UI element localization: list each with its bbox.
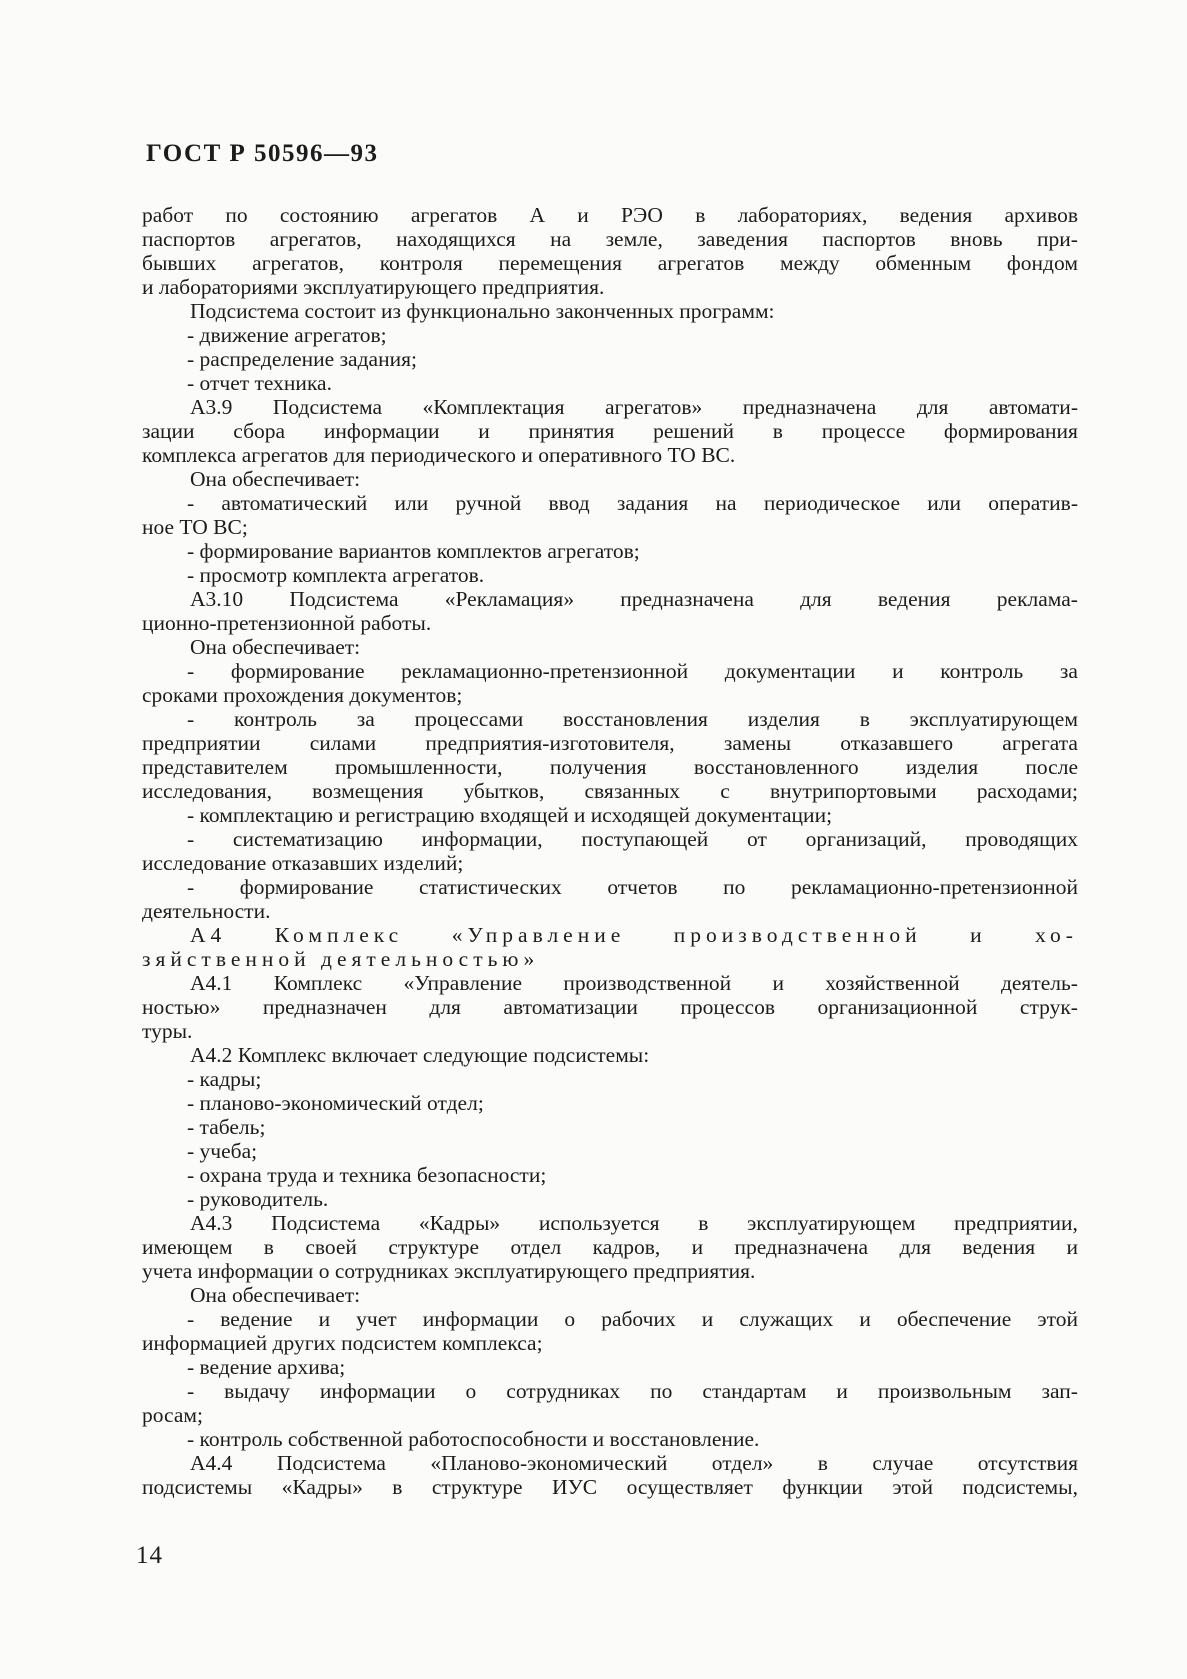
word: - [187,875,195,899]
word: подсистемы, [962,1475,1078,1499]
word: отказавшего [840,731,954,755]
text-line: - планово-экономический отдел; [187,1091,484,1115]
text-line [142,707,1078,731]
word: Подсистема [272,395,383,419]
word: структуре [388,1235,480,1259]
word: в [698,1211,709,1235]
word: отчетов [607,875,678,899]
text-line [142,875,1078,899]
text-line: - руководитель. [187,1187,329,1211]
word: документации [724,659,856,683]
word: А4.4 [190,1451,233,1475]
word: получения [549,755,647,779]
word: имеющем [142,1235,233,1259]
text-line: исследование отказавших изделий; [142,851,464,875]
word: и [970,923,987,947]
word: предназначена [620,587,754,611]
word: расходами; [976,779,1078,803]
word: зации [142,419,195,443]
word: - [187,491,195,515]
text-line: Она обеспечивает: [190,467,361,491]
word: по [723,875,746,899]
word: служащих [739,1307,834,1331]
word: ведения [962,1235,1036,1259]
word: процессе [821,419,906,443]
word: предприятии [142,731,261,755]
word: осуществляет [626,1475,753,1499]
word: за [356,707,375,731]
word: автоматический [221,491,368,515]
word: внутрипортовыми [769,779,937,803]
word: процессов [680,995,775,1019]
document-header: ГОСТ Р 50596—93 [146,140,379,167]
word: бывших [142,251,217,275]
word: - [187,659,195,683]
word: ведение [220,1307,293,1331]
word: и [859,1307,871,1331]
word: кадров, [592,1235,661,1259]
word: производственной [563,971,732,995]
word: в [263,1235,274,1259]
word: заведения [697,227,788,251]
word: при- [1037,227,1078,251]
text-line [142,827,1078,851]
word: убытков, [463,779,545,803]
word: земле, [605,227,663,251]
word: автоматизации [503,995,638,1019]
word: А4.1 [190,971,233,995]
word: Подсистема [289,587,399,611]
word: по [650,1379,673,1403]
word: систематизацию [232,827,383,851]
word: статистических [419,875,562,899]
word: между [779,251,840,275]
word: формирование [239,875,374,899]
text-line: - просмотр комплекта агрегатов. [187,563,485,587]
word: вновь [950,227,1003,251]
word: на [550,227,572,251]
word: агрегата [1002,731,1078,755]
word: формирование [230,659,365,683]
text-line: учета информации о сотрудниках эксплуатирующего предприятия. [142,1259,756,1283]
word: агрегатов [657,251,745,275]
word: контроль [233,707,317,731]
text-line [142,731,1078,755]
text-line: - табель; [187,1115,266,1139]
word: находящихся [396,227,516,251]
word: - [187,1307,195,1331]
word: своей [305,1235,357,1259]
text-line: ное ТО ВС; [142,515,248,539]
word: восстановления [563,707,708,731]
word: зап- [1041,1379,1078,1403]
word: предприятии, [954,1211,1078,1235]
word: А4 [190,923,227,947]
word: и [577,203,589,227]
word: производственной [673,923,922,947]
word: перемещения [498,251,623,275]
word: функции [782,1475,863,1499]
word: - [187,1379,195,1403]
word: в [859,707,870,731]
text-line: - кадры; [187,1067,262,1091]
word: используется [538,1211,660,1235]
word: агрегатов» [605,395,703,419]
word: стандартам [702,1379,807,1403]
word: для [429,995,461,1019]
word: в [695,203,706,227]
word: контроль [940,659,1024,683]
word: эксплуатирующем [909,707,1078,731]
word: и [691,1235,704,1259]
word: агрегатов [410,203,498,227]
body-text [142,203,1078,1499]
word: промышленности, [334,755,503,779]
text-line: - контроль собственной работоспособности и восстановление. [187,1427,760,1451]
word: структуре [431,1475,523,1499]
text-line: Она обеспечивает: [190,1283,361,1307]
word: состоянию [279,203,379,227]
word: связанных [584,779,681,803]
word: сбора [233,419,286,443]
word: рекламационно-претензионной [401,659,689,683]
text-line [142,659,1078,683]
word: за [1059,659,1078,683]
word: ИУС [552,1475,598,1499]
word: «Рекламация» [444,587,575,611]
word: формирования [943,419,1078,443]
text-line [142,491,1078,515]
word: и [1066,1235,1078,1259]
word: информации, [421,827,543,851]
word: принятия [528,419,615,443]
word: для [916,395,949,419]
word: РЭО [621,203,663,227]
text-line: - формирование вариантов комплектов агрегатов; [187,539,640,563]
text-line: комплекса агрегатов для периодического и оперативного ТО ВС. [142,443,736,467]
text-line: росам; [142,1403,203,1427]
word: автомати- [988,395,1078,419]
text-line: Она обеспечивает: [190,635,361,659]
text-line [142,779,1078,803]
word: по [225,203,248,227]
word: «Управление [403,971,523,995]
word: «Комплектация [422,395,565,419]
word: изделия [747,707,820,731]
word: или [394,491,429,515]
word: обменным [875,251,972,275]
word: замены [723,731,792,755]
word: Комплекс [273,971,363,995]
word: паспортов [142,227,236,251]
word: «Планово-экономический [430,1451,668,1475]
word: сотрудниках [506,1379,621,1403]
word: и [892,659,904,683]
word: «Кадры» [418,1211,501,1235]
word: в [772,419,783,443]
word: предназначен [262,995,387,1019]
text-line [142,1235,1078,1259]
word: организационной [817,995,978,1019]
word: паспортов [822,227,916,251]
word: восстановленного [693,755,859,779]
word: этой [892,1475,933,1499]
word: Комплекс [274,923,404,947]
text-line: - ведение архива; [187,1355,346,1379]
word: ведения [877,587,951,611]
word: архивов [1004,203,1078,227]
word: контроля [379,251,463,275]
text-line [142,419,1078,443]
word: - [187,707,195,731]
word: или [927,491,962,515]
word: А4.3 [190,1211,233,1235]
word: оператив- [988,491,1078,515]
word: для [800,587,832,611]
text-line [142,227,1078,251]
text-line [142,1451,1078,1475]
word: организаций, [805,827,927,851]
word: агрегатов, [252,251,344,275]
word: предназначена [734,1235,869,1259]
word: предназначена [742,395,877,419]
word: представителем [142,755,288,779]
text-line: зяйственной деятельностью» [142,947,540,971]
word: Подсистема [276,1451,386,1475]
text-line [142,251,1078,275]
word: обеспечение [896,1307,1012,1331]
word: ведения [899,203,973,227]
text-line: - распределение задания; [187,347,417,371]
word: струк- [1019,995,1078,1019]
word: выдачу [224,1379,290,1403]
word: исследования, [142,779,272,803]
word: ностью» [142,995,221,1019]
word: силами [309,731,377,755]
word: возмещения [312,779,424,803]
word: «Кадры» [281,1475,363,1499]
text-line [142,923,1078,947]
word: на [715,491,737,515]
word: процессами [414,707,524,731]
word: отдел» [711,1451,774,1475]
word: ввод [548,491,590,515]
text-line: - учеба; [187,1139,258,1163]
word: лабораториях, [737,203,868,227]
word: «Управление [451,923,626,947]
text-line: и лабораториями эксплуатирующего предприятия. [142,275,605,299]
word: случае [872,1451,934,1475]
text-line [142,1475,1078,1499]
text-line [142,971,1078,995]
page-number: 14 [136,1542,163,1569]
text-line: информацией других подсистем комплекса; [142,1331,543,1355]
word: фондом [1006,251,1078,275]
word: работ [142,203,194,227]
word: о [564,1307,576,1331]
word: изделия [905,755,979,779]
text-line [142,1211,1078,1235]
word: рекламационно-претензионной [791,875,1078,899]
word: произвольным [877,1379,1012,1403]
word: ручной [455,491,522,515]
text-line [142,203,1078,227]
word: предприятия-изготовителя, [425,731,675,755]
word: в [392,1475,403,1499]
word: реклама- [996,587,1078,611]
word: с [720,779,730,803]
word: в [817,1451,828,1475]
word: эксплуатирующем [747,1211,916,1235]
word: отдел [510,1235,562,1259]
word: этой [1037,1307,1078,1331]
word: А3.10 [190,587,244,611]
text-line [142,587,1078,611]
word: и [772,971,784,995]
word: подсистемы [142,1475,253,1499]
word: и [318,1307,331,1331]
word: А [529,203,546,227]
word: учет [356,1307,397,1331]
word: А3.9 [190,395,233,419]
word: - [187,827,195,851]
text-line: деятельности. [142,899,271,923]
text-line: - комплектацию и регистрацию входящей и исходящей документации; [187,803,833,827]
word: проводящих [965,827,1078,851]
word: решений [653,419,735,443]
text-line [142,395,1078,419]
word: агрегатов, [269,227,362,251]
text-line [142,1307,1078,1331]
word: Подсистема [271,1211,381,1235]
text-line: сроками прохождения документов; [142,683,463,707]
word: задания [616,491,689,515]
text-line: - охрана труда и техника безопасности; [187,1163,547,1187]
word: и [478,419,490,443]
text-line [142,995,1078,1019]
word: и [836,1379,848,1403]
word: от [747,827,767,851]
text-line [142,755,1078,779]
word: после [1025,755,1078,779]
word: и [701,1307,714,1331]
word: о [465,1379,477,1403]
word: для [899,1235,932,1259]
text-line: - движение агрегатов; [187,323,387,347]
word: поступающей [581,827,709,851]
text-line [142,1379,1078,1403]
word: хозяйственной [825,971,960,995]
text-line: А4.2 Комплекс включает следующие подсистемы: [190,1043,650,1067]
word: отсутствия [977,1451,1078,1475]
text-line: ционно-претензионной работы. [142,611,432,635]
text-line: - отчет техника. [187,371,332,395]
text-line: Подсистема состоит из функционально законченных программ: [190,299,775,323]
word: хо- [1035,923,1078,947]
word: периодическое [763,491,901,515]
word: информации [323,419,440,443]
text-line: туры. [142,1019,193,1043]
word: информации [319,1379,436,1403]
word: деятель- [1000,971,1078,995]
word: информации [422,1307,539,1331]
word: рабочих [601,1307,676,1331]
